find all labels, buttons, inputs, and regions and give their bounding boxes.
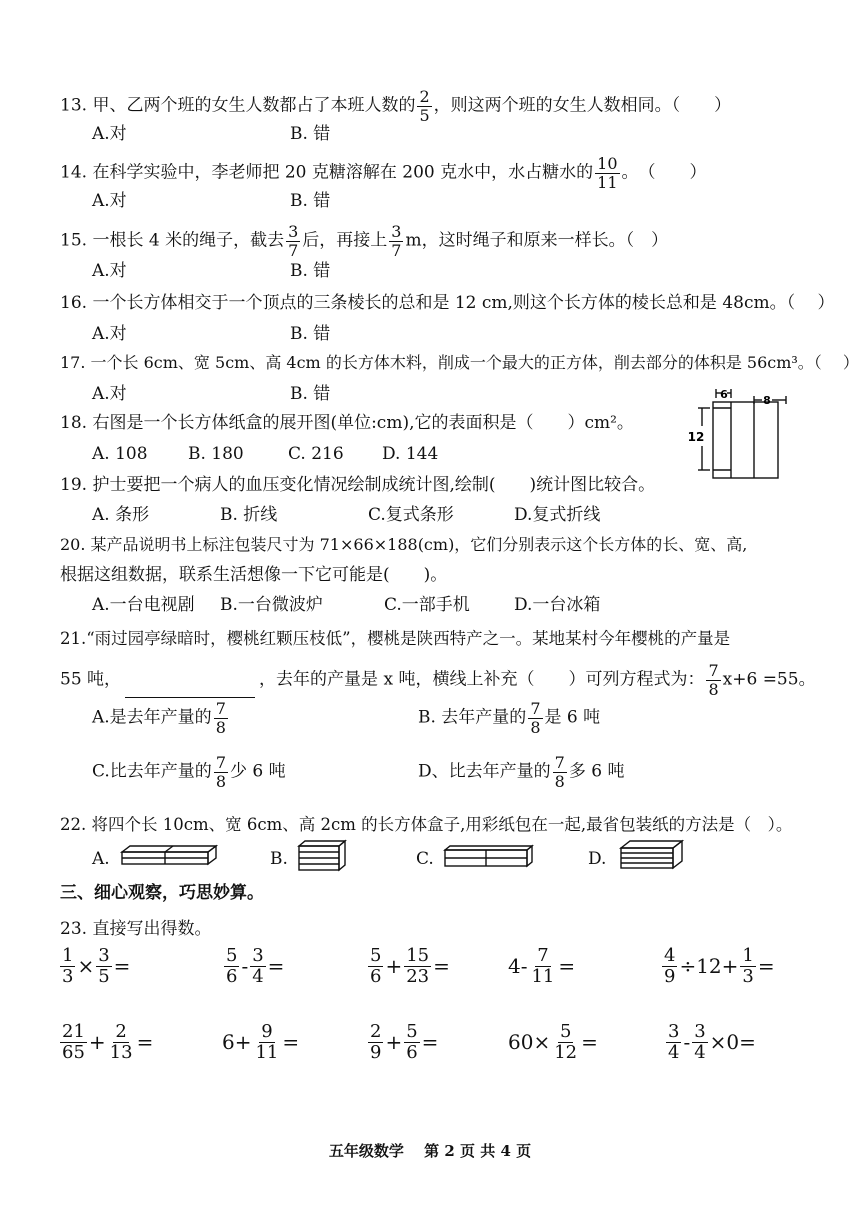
q20-option-a[interactable]: A.一台电视剧 — [92, 595, 195, 615]
question-21-line1: 21.“雨过园亭绿暗时，樱桃红颗压枝低”，樱桃是陕西特产之一。某地某村今年樱桃的产量是 — [60, 629, 731, 648]
calc-1[interactable]: $\frac{1}{3}$ × $\frac{3}{5}$ = — [62, 945, 131, 987]
q18-option-d[interactable]: D. 144 — [382, 444, 439, 464]
q17-option-b[interactable]: B. 错 — [290, 384, 331, 404]
q21-option-b[interactable]: B. 去年产量的 $\frac{7}{8}$ 是 6 吨 — [418, 699, 601, 737]
calc-9[interactable]: 60× $\frac{5}{12}$ = — [508, 1021, 598, 1063]
q13-option-a[interactable]: A.对 — [92, 124, 127, 144]
question-18: 18. 右图是一个长方体纸盒的展开图(单位:cm),它的表面积是（ ）cm²。 — [60, 413, 634, 433]
question-19: 19. 护士要把一个病人的血压变化情况绘制成统计图,绘制( )统计图比较合。 — [60, 475, 656, 495]
calc-3[interactable]: $\frac{5}{6}$ + $\frac{15}{23}$ = — [370, 945, 450, 987]
calc-8[interactable]: $\frac{2}{9}$ + $\frac{5}{6}$ = — [370, 1021, 439, 1063]
q22-option-a-label[interactable]: A. — [92, 849, 110, 869]
question-13 — [60, 88, 731, 124]
q18-option-c[interactable]: C. 216 — [288, 444, 344, 464]
q20-option-d[interactable]: D.一台冰箱 — [514, 595, 601, 615]
q14-option-a[interactable]: A.对 — [92, 191, 127, 211]
q21-equation-fraction: $\frac{7}{8}$ — [708, 661, 719, 699]
q20-option-b[interactable]: B.一台微波炉 — [220, 595, 323, 615]
question-16: 16. 一个长方体相交于一个顶点的三条棱长的总和是 12 cm,则这个长方体的棱长总和是 48cm。（ ） — [60, 293, 835, 313]
page-footer: 五年级数学 第 2 页 共 4 页 — [328, 1142, 532, 1160]
q21-answer-blank[interactable] — [125, 679, 255, 698]
q19-option-b[interactable]: B. 折线 — [220, 505, 278, 525]
q16-option-b[interactable]: B. 错 — [290, 324, 331, 344]
q21-option-d[interactable]: D、比去年产量的 $\frac{7}{8}$ 多 6 吨 — [418, 753, 625, 791]
calc-6[interactable]: $\frac{21}{65}$ + $\frac{2}{13}$ = — [62, 1021, 154, 1063]
q18-option-b[interactable]: B. 180 — [188, 444, 244, 464]
box-net-figure — [688, 384, 788, 482]
q13-fraction: $\frac{2}{5}$ — [419, 87, 430, 125]
question-17: 17. 一个长 6cm、宽 5cm、高 4cm 的长方体木料，削成一个最大的正方体，削去部分的体积是 56cm³。（ ） — [60, 353, 859, 372]
q16-option-a[interactable]: A.对 — [92, 324, 127, 344]
q22-option-a-figure[interactable] — [118, 844, 218, 870]
q15-option-a[interactable]: A.对 — [92, 261, 127, 281]
question-14 — [60, 155, 707, 191]
q13-text: 13. 甲、乙两个班的女生人数都占了本班人数的 — [60, 95, 416, 116]
q14-text-end: 。 （ ） — [621, 162, 707, 183]
q22-option-c-label[interactable]: C. — [416, 849, 434, 869]
question-15: 15. 一根长 4 米的绳子，截去 $\frac{3}{7}$ 后，再接上 $\frac{3}{7}$ m，这时绳子和原来一样长。（ ） — [60, 222, 669, 260]
calc-7[interactable]: 6+ $\frac{9}{11}$ = — [222, 1021, 300, 1063]
question-21-line2: 55 吨， ，去年的产量是 x 吨，横线上补充（ ）可列方程式为： $\frac{7}{8}$ x+6 =55。 — [60, 661, 816, 699]
calc-10[interactable]: $\frac{3}{4}$ - $\frac{3}{4}$ ×0= — [668, 1021, 756, 1063]
q21-option-a[interactable]: A.是去年产量的 $\frac{7}{8}$ — [92, 699, 226, 737]
q15-fraction-1: $\frac{3}{7}$ — [288, 222, 299, 260]
q19-option-c[interactable]: C.复式条形 — [368, 505, 454, 525]
section-3-heading: 三、细心观察，巧思妙算。 — [60, 883, 264, 903]
q14-option-b[interactable]: B. 错 — [290, 191, 331, 211]
q13-option-b[interactable]: B. 错 — [290, 124, 331, 144]
q22-option-d-label[interactable]: D. — [588, 849, 607, 869]
q22-option-c-figure[interactable] — [442, 842, 534, 870]
q19-option-d[interactable]: D.复式折线 — [514, 505, 601, 525]
q15-option-b[interactable]: B. 错 — [290, 261, 331, 281]
q14-fraction: $\frac{10}{11}$ — [597, 154, 618, 192]
q18-option-a[interactable]: A. 108 — [92, 444, 148, 464]
question-22: 22. 将四个长 10cm、宽 6cm、高 2cm 的长方体盒子,用彩纸包在一起,最省包装纸的方法是（ ）。 — [60, 815, 793, 834]
q22-option-d-figure[interactable] — [618, 838, 684, 870]
question-23: 23. 直接写出得数。 — [60, 919, 212, 939]
calc-2[interactable]: $\frac{5}{6}$ - $\frac{3}{4}$ = — [226, 945, 285, 987]
question-20-line1: 20. 某产品说明书上标注包装尺寸为 71×66×188(cm)，它们分别表示这个长方体的长、宽、高, — [60, 535, 748, 554]
q13-text-end: ，则这两个班的女生人数相同。（ ） — [433, 95, 732, 116]
q17-option-a[interactable]: A.对 — [92, 384, 127, 404]
q14-text: 14. 在科学实验中，李老师把 20 克糖溶解在 200 克水中，水占糖水的 — [60, 162, 594, 183]
net-label-12: 12 — [688, 430, 705, 444]
q22-option-b-figure[interactable] — [296, 838, 348, 872]
q19-option-a[interactable]: A. 条形 — [92, 505, 150, 525]
calc-5[interactable]: $\frac{4}{9}$ ÷12+ $\frac{1}{3}$ = — [664, 945, 775, 987]
q22-option-b-label[interactable]: B. — [270, 849, 288, 869]
q21-option-c[interactable]: C.比去年产量的 $\frac{7}{8}$ 少 6 吨 — [92, 753, 286, 791]
calc-4[interactable]: 4- $\frac{7}{11}$ = — [508, 945, 576, 987]
q15-fraction-2: $\frac{3}{7}$ — [391, 222, 402, 260]
net-label-6: 6 — [720, 388, 728, 401]
question-20-line2: 根据这组数据，联系生活想像一下它可能是( )。 — [60, 565, 448, 585]
net-label-8: 8 — [763, 394, 771, 407]
q20-option-c[interactable]: C.一部手机 — [384, 595, 470, 615]
